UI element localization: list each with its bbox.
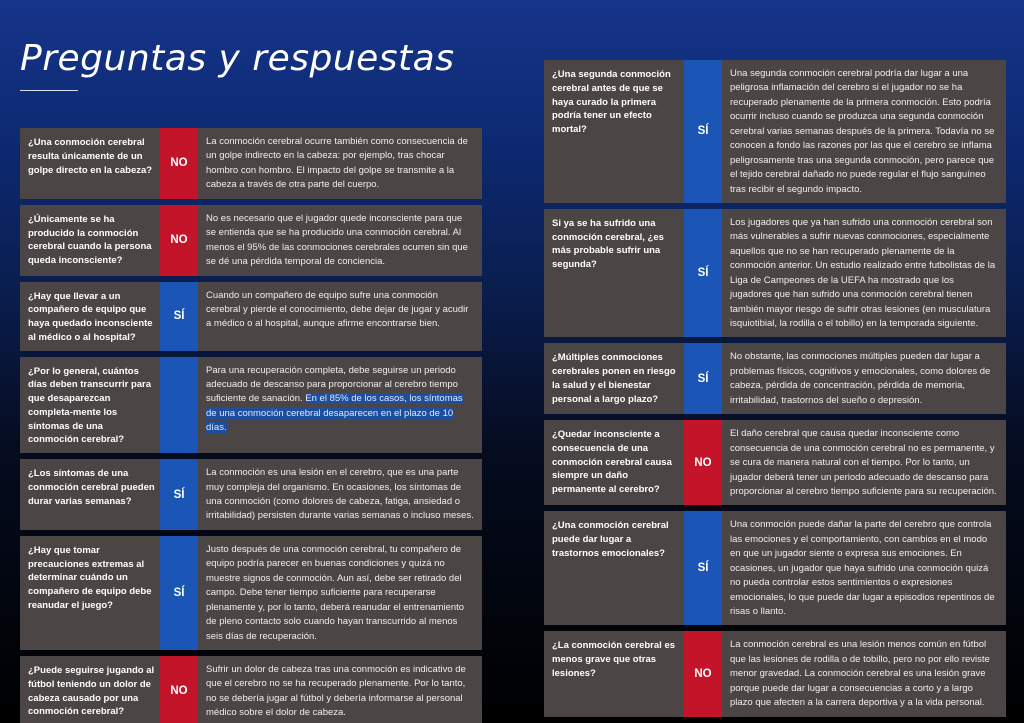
faq-answer: Una segunda conmoción cerebral podría dar lugar a una peligrosa inflamación del cerebro si el jugador no se ha recuperado plenamente de la primera conmoción. Esto podría ocurrir incluso cuando se produzca una segunda conmoción cerebral varias semanas después de la primera. Todavía no se conocen a fondo las razones por las que el cerebro se inflama peligrosamente tras una segunda conmoción, pero parece que el tejido cerebral dañado no puede regular el flujo sanguíneo tras recibir el segundo impacto.	[730, 68, 995, 195]
faq-item	[20, 282, 482, 351]
answer-badge-si: SÍ	[684, 209, 722, 338]
answer-badge-si: SÍ	[684, 343, 722, 414]
answer-badge-si: SÍ	[684, 60, 722, 203]
faq-answer: No es necesario que el jugador quede inconsciente para que se entienda que se ha producido una conmoción cerebral. Al menos el 95% de las conmociones cerebrales ocurren sin que se dé una pérdida temporal de conciencia.	[206, 212, 468, 268]
faq-question: ¿Los síntomas de una conmoción cerebral pueden durar varias semanas?	[28, 468, 155, 507]
faq-item	[20, 357, 482, 454]
faq-question: ¿Una segunda conmoción cerebral antes de que se haya curado la primera podría tener un efecto mortal?	[552, 69, 671, 136]
faq-answer-text: Para una recuperación completa, debe seguirse un periodo adecuado de descanso para proporcionar al cerebro tiempo suficiente de sanación.	[206, 364, 458, 405]
answer-badge-si: SÍ	[160, 459, 198, 530]
answer-badge-no: NO	[160, 128, 198, 199]
faq-question: ¿Únicamente se ha producido la conmoción cerebral cuando la persona queda inconsciente?	[28, 213, 152, 267]
faq-item	[544, 631, 1006, 716]
answer-badge-no: NO	[160, 205, 198, 276]
faq-item	[20, 128, 482, 199]
faq-question: ¿Hay que tomar precauciones extremas al determinar cuándo un compañero de equipo debe reanudar el juego?	[28, 544, 152, 611]
faq-item	[544, 209, 1006, 338]
faq-question: ¿La conmoción cerebral es menos grave que otras lesiones?	[552, 640, 676, 679]
faq-answer: La conmoción cerebral ocurre también como consecuencia de un golpe indirecto en la cabeza: por ejemplo, tras chocar hombro con hombro. El impacto del golpe se transmite a la cabeza a través de otra parte del cuerpo.	[206, 136, 468, 191]
faq-item	[20, 459, 482, 530]
answer-badge-no: NO	[684, 420, 722, 505]
faq-question: ¿Una conmoción cerebral resulta únicamente de un golpe directo en la cabeza?	[28, 137, 153, 176]
faq-item	[20, 205, 482, 276]
faq-question: ¿Una conmoción cerebral puede dar lugar a trastornos emocionales?	[552, 520, 669, 559]
faq-answer: La conmoción es una lesión en el cerebro, que es una parte muy compleja del organismo. En ocasiones, los síntomas de una conmoción (como dolores de cabeza, fatiga, ansiedad o irritabilidad) persisten durante varias semanas o incluso meses.	[206, 467, 474, 522]
faq-item	[544, 420, 1006, 505]
faq-column-right	[544, 60, 1006, 723]
faq-item	[20, 536, 482, 650]
faq-question: Si ya se ha sufrido una conmoción cerebral, ¿es más probable sufrir una segunda?	[552, 217, 664, 271]
answer-badge-no: NO	[684, 631, 722, 716]
faq-question: ¿Puede seguirse jugando al fútbol teniendo un dolor de cabeza causado por una conmoción cerebral?	[28, 664, 155, 718]
faq-answer: Sufrir un dolor de cabeza tras una conmoción es indicativo de que el cerebro no se ha recuperado plenamente. Por lo tanto, no se debería jugar al fútbol y debería informarse al personal médico sobre el dolor de cabeza.	[206, 663, 466, 719]
faq-answer: Cuando un compañero de equipo sufre una conmoción cerebral y pierde el conocimiento, debe dejar de jugar y acudir a médico o al hospital, aunque afirme encontrarse bien.	[206, 289, 469, 330]
faq-question: ¿Por lo general, cuántos días deben transcurrir para que desaparezcan completa-mente los síntomas de una conmoción cerebral?	[28, 365, 152, 446]
faq-question: ¿Hay que llevar a un compañero de equipo que haya quedado inconsciente al médico o al hospital?	[28, 290, 153, 343]
faq-question: ¿Quedar inconsciente a consecuencia de una conmoción cerebral causa siempre un daño permanente al cerebro?	[552, 429, 672, 496]
answer-badge-si: SÍ	[684, 511, 722, 625]
faq-answer: Una conmoción puede dañar la parte del cerebro que controla las emociones y el comportamiento, con cambios en el modo en que un jugador siente o expresa sus emociones. En ocasiones, un jugador que haya sufrido una conmoción quizá no pueda controlar estos sentimientos o expresiones emocionales, lo que puede dar lugar a episodios repentinos de risas o llanto.	[730, 519, 995, 617]
faq-column-left	[20, 128, 482, 723]
faq-answer: El daño cerebral que causa quedar inconsciente como consecuencia de una conmoción cerebral no es permanente, y se cura de manera natural con el tiempo. Por lo tanto, un jugador deberá tener un periodo adecuado de descanso para proporcionar al cerebro tiempo suficiente para su recuperación.	[730, 428, 997, 497]
faq-item	[544, 60, 1006, 203]
answer-badge-no: NO	[160, 656, 198, 723]
highlighted-fact: En el 85% de los casos, los síntomas de una conmoción cerebral desaparecen en el plazo de 10 días.	[206, 393, 463, 434]
faq-answer: Justo después de una conmoción cerebral, tu compañero de equipo podría parecer en buenas condiciones y quizá no muestre signos de conmoción. Aun así, debe ser retirado del campo. Debe tener tiempo suficiente para recuperarse plenamente y, por lo tanto, deberá reanudar el entrenamiento de pleno contacto solo cuando hayan transcurrido al menos seis días de recuperación.	[206, 543, 465, 642]
faq-answer	[198, 357, 482, 454]
answer-badge-empty	[160, 357, 198, 454]
faq-answer: Los jugadores que ya han sufrido una conmoción cerebral son más vulnerables a sufrir nuevas conmociones, especialmente aquellos que no se han recuperado plenamente de la conmoción anterior. Un estudio realizado entre futbolistas de la Liga de Campeones de la UEFA ha mostrado que los jugadores que han sufrido una conmoción cerebral tienen también mayor riesgo de sufrir otras lesiones (en musculatura isquiotibial, la rodilla o el tobillo) en la temporada siguiente.	[730, 216, 996, 329]
faq-answer: La conmoción cerebral es una lesión menos común en fútbol que las lesiones de rodilla o de tobillo, pero no por ello reviste menor gravedad. La conmoción cerebral es una lesión grave porque puede dar lugar a consecuencias a corto y a largo plazo que afecten a la carrera deportiva y a la vida personal.	[730, 639, 990, 709]
faq-question: ¿Múltiples conmociones cerebrales ponen en riesgo la salud y el bienestar personal a largo plazo?	[552, 352, 676, 405]
title-underline	[20, 90, 78, 91]
faq-item	[544, 511, 1006, 625]
answer-badge-si: SÍ	[160, 282, 198, 351]
faq-answer: No obstante, las conmociones múltiples pueden dar lugar a problemas físicos, cognitivos y emocionales, como dolores de cabeza, pérdida de concentración, pérdida de memoria, irritabilidad, trastornos del sueño o depresión.	[730, 351, 991, 406]
faq-item	[544, 343, 1006, 414]
page-title: Preguntas y respuestas	[20, 38, 455, 79]
answer-badge-si: SÍ	[160, 536, 198, 650]
faq-item	[20, 656, 482, 723]
